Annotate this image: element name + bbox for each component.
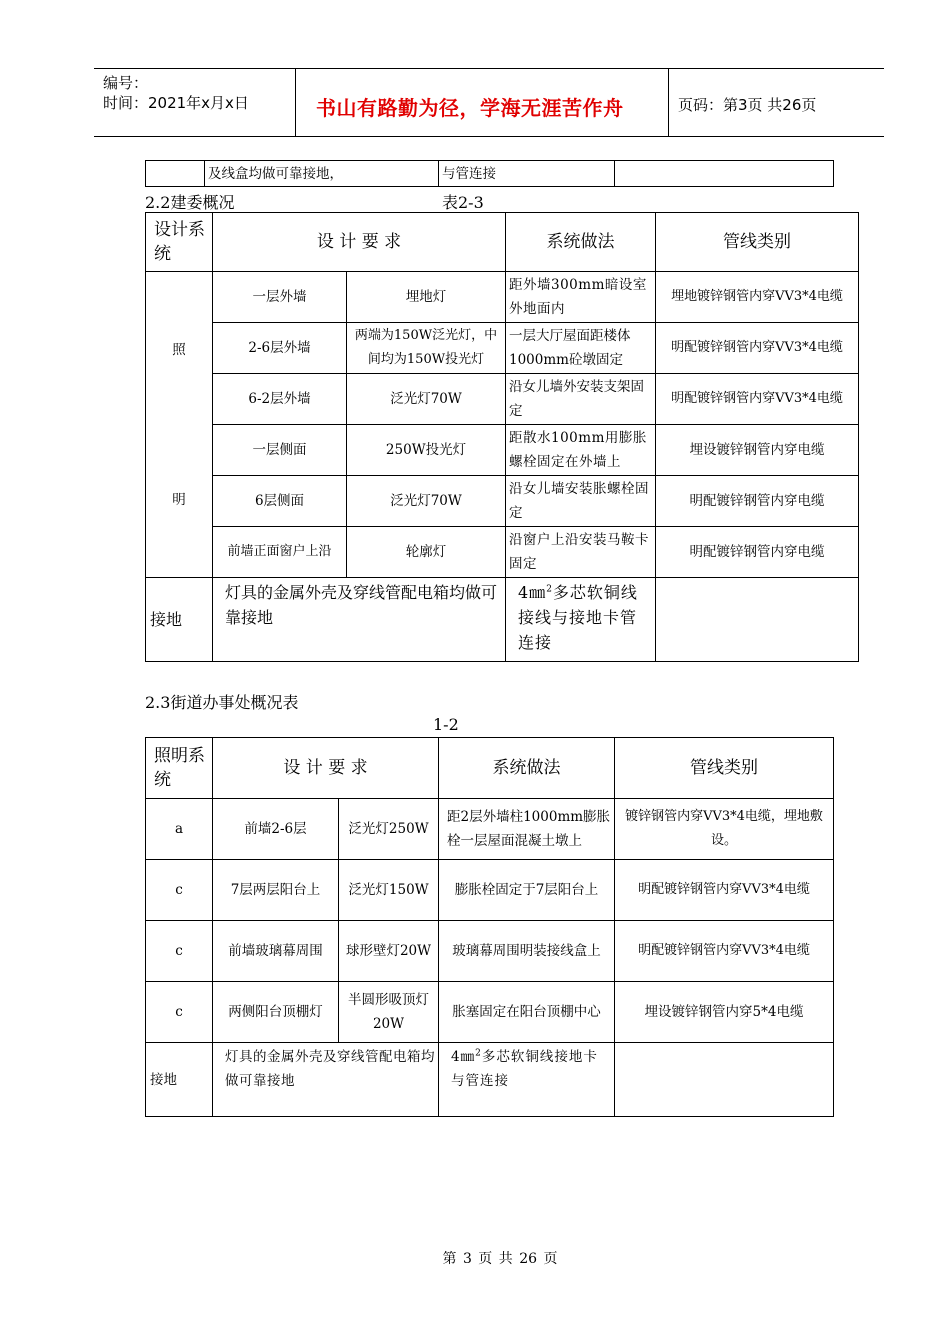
header-page: 页码：第3页 共26页 (678, 96, 817, 114)
table1-row6-method: 沿窗户上沿安装马鞍卡固定 (506, 527, 656, 578)
table1-row3-fixture: 泛光灯70W (347, 374, 506, 425)
table1-ground-pipe (656, 578, 859, 662)
table1-group-char-2: 明 (172, 492, 186, 508)
table1-row2-fixture: 两端为150W泛光灯，中间均为150W投光灯 (347, 323, 506, 374)
table2-header-pipe: 管线类别 (615, 738, 834, 799)
footer-page-number: 第 3 页 共 26 页 (442, 1251, 558, 1267)
table1-row6-pipe: 明配镀锌钢管内穿电缆 (656, 527, 859, 578)
table1-group-cell (146, 272, 213, 578)
table1-caption-right: 表2-3 (442, 193, 484, 212)
table1 (145, 212, 859, 662)
table1-ground-design: 灯具的金属外壳及穿线管配电箱均做可靠接地 (213, 578, 506, 662)
table1-row4-loc: 一层侧面 (213, 425, 347, 476)
table1-header-pipe: 管线类别 (656, 213, 859, 272)
table1-row2-method: 一层大厅屋面距楼体1000mm砼墩固定 (506, 323, 656, 374)
table2-header-system: 照明系统 (146, 738, 213, 799)
table2-header-method: 系统做法 (439, 738, 615, 799)
header-divider-1 (295, 68, 296, 136)
table2-ground-design: 灯具的金属外壳及穿线管配电箱均做可靠接地 (213, 1043, 439, 1117)
table2-ground-pipe (615, 1043, 834, 1117)
table2-row3-fixture: 球形壁灯20W (339, 921, 439, 982)
table1-header-system: 设计系统 (146, 213, 213, 272)
header-bottom-rule (94, 136, 884, 137)
table1-row1-method: 距外墙300mm暗设室外地面内 (506, 272, 656, 323)
table1-row3-pipe: 明配镀锌钢管内穿VV3*4电缆 (656, 374, 859, 425)
table2-ground-method (439, 1043, 615, 1117)
table2-row3-tag: c (146, 921, 213, 982)
table2-row2-fixture: 泛光灯150W (339, 860, 439, 921)
table1-row2-pipe: 明配镀锌钢管内穿VV3*4电缆 (656, 323, 859, 374)
table2-row4-method: 胀塞固定在阳台顶棚中心 (439, 982, 615, 1043)
table2-row3-method: 玻璃幕周围明装接线盒上 (439, 921, 615, 982)
table2-caption-title: 2.3街道办事处概况表 (145, 693, 299, 712)
table1-row4-method: 距散水100mm用膨胀螺栓固定在外墙上 (506, 425, 656, 476)
fragment-cell-3: 与管连接 (439, 161, 615, 187)
header-divider-2 (668, 68, 669, 136)
table2-row1-tag: a (146, 799, 213, 860)
table1-row5-fixture: 泛光灯70W (347, 476, 506, 527)
fragment-cell-2: 及线盒均做可靠接地， (205, 161, 439, 187)
table1-ground-method-rest: 多芯软铜线接线与接地卡管连接 (518, 583, 638, 652)
table1-caption-left: 2.2建委概况 (145, 193, 235, 212)
table1-row4-fixture: 250W投光灯 (347, 425, 506, 476)
header-number: 编号： (103, 74, 149, 92)
table1-row3-method: 沿女儿墙外安装支架固定 (506, 374, 656, 425)
table2-header-design: 设 计 要 求 (213, 738, 439, 799)
table1-row2-loc: 2-6层外墙 (213, 323, 347, 374)
table1-row5-method: 沿女儿墙安装胀螺栓固定 (506, 476, 656, 527)
header-motto: 书山有路勤为径，学海无涯苦作舟 (316, 96, 624, 120)
table1-row1-pipe: 埋地镀锌钢管内穿VV3*4电缆 (656, 272, 859, 323)
table2-row3-pipe: 明配镀锌钢管内穿VV3*4电缆 (615, 921, 834, 982)
table1-ground-method-prefix: 4㎜ (518, 583, 547, 602)
table1-row3-loc: 6-2层外墙 (213, 374, 347, 425)
top-fragment-table (145, 160, 834, 187)
table1-group-char-1: 照 (172, 342, 186, 358)
table1-row1-fixture: 埋地灯 (347, 272, 506, 323)
table2-row2-loc: 7层两层阳台上 (213, 860, 339, 921)
table2-ground-method-sup: 2 (475, 1048, 482, 1059)
table2-row2-pipe: 明配镀锌钢管内穿VV3*4电缆 (615, 860, 834, 921)
table2-row4-tag: c (146, 982, 213, 1043)
table2 (145, 737, 834, 1117)
table1-header-design: 设 计 要 求 (213, 213, 506, 272)
fragment-cell-4 (615, 161, 834, 187)
table2-row1-fixture: 泛光灯250W (339, 799, 439, 860)
table2-row1-pipe: 镀锌钢管内穿VV3*4电缆，埋地敷设。 (615, 799, 834, 860)
table2-ground-method-prefix: 4㎜ (451, 1049, 476, 1065)
table2-row1-method: 距2层外墙柱1000mm膨胀栓一层屋面混凝土墩上 (439, 799, 615, 860)
table2-ground-label: 接地 (146, 1043, 213, 1117)
table2-row2-method: 膨胀栓固定于7层阳台上 (439, 860, 615, 921)
header-time: 时间：2021年x月x日 (103, 94, 249, 112)
table2-row4-fixture: 半圆形吸顶灯20W (339, 982, 439, 1043)
table1-ground-method-sup: 2 (546, 584, 553, 595)
table2-row2-tag: c (146, 860, 213, 921)
table2-ground-method-rest: 多芯软铜线接地卡与管连接 (451, 1049, 598, 1089)
header-top-rule (94, 68, 884, 69)
table1-row5-loc: 6层侧面 (213, 476, 347, 527)
table1-ground-method (506, 578, 656, 662)
fragment-cell-1 (146, 161, 205, 187)
table1-ground-label: 接地 (146, 578, 213, 662)
table1-row5-pipe: 明配镀锌钢管内穿电缆 (656, 476, 859, 527)
table1-row6-fixture: 轮廓灯 (347, 527, 506, 578)
table1-row1-loc: 一层外墙 (213, 272, 347, 323)
table2-row1-loc: 前墙2-6层 (213, 799, 339, 860)
table1-row4-pipe: 埋设镀锌钢管内穿电缆 (656, 425, 859, 476)
table2-caption-num: 1-2 (433, 715, 459, 734)
table2-row4-loc: 两侧阳台顶棚灯 (213, 982, 339, 1043)
table1-header-method: 系统做法 (506, 213, 656, 272)
table1-row6-loc: 前墙正面窗户上沿 (213, 527, 347, 578)
table2-row4-pipe: 埋设镀锌钢管内穿5*4电缆 (615, 982, 834, 1043)
table2-row3-loc: 前墙玻璃幕周围 (213, 921, 339, 982)
